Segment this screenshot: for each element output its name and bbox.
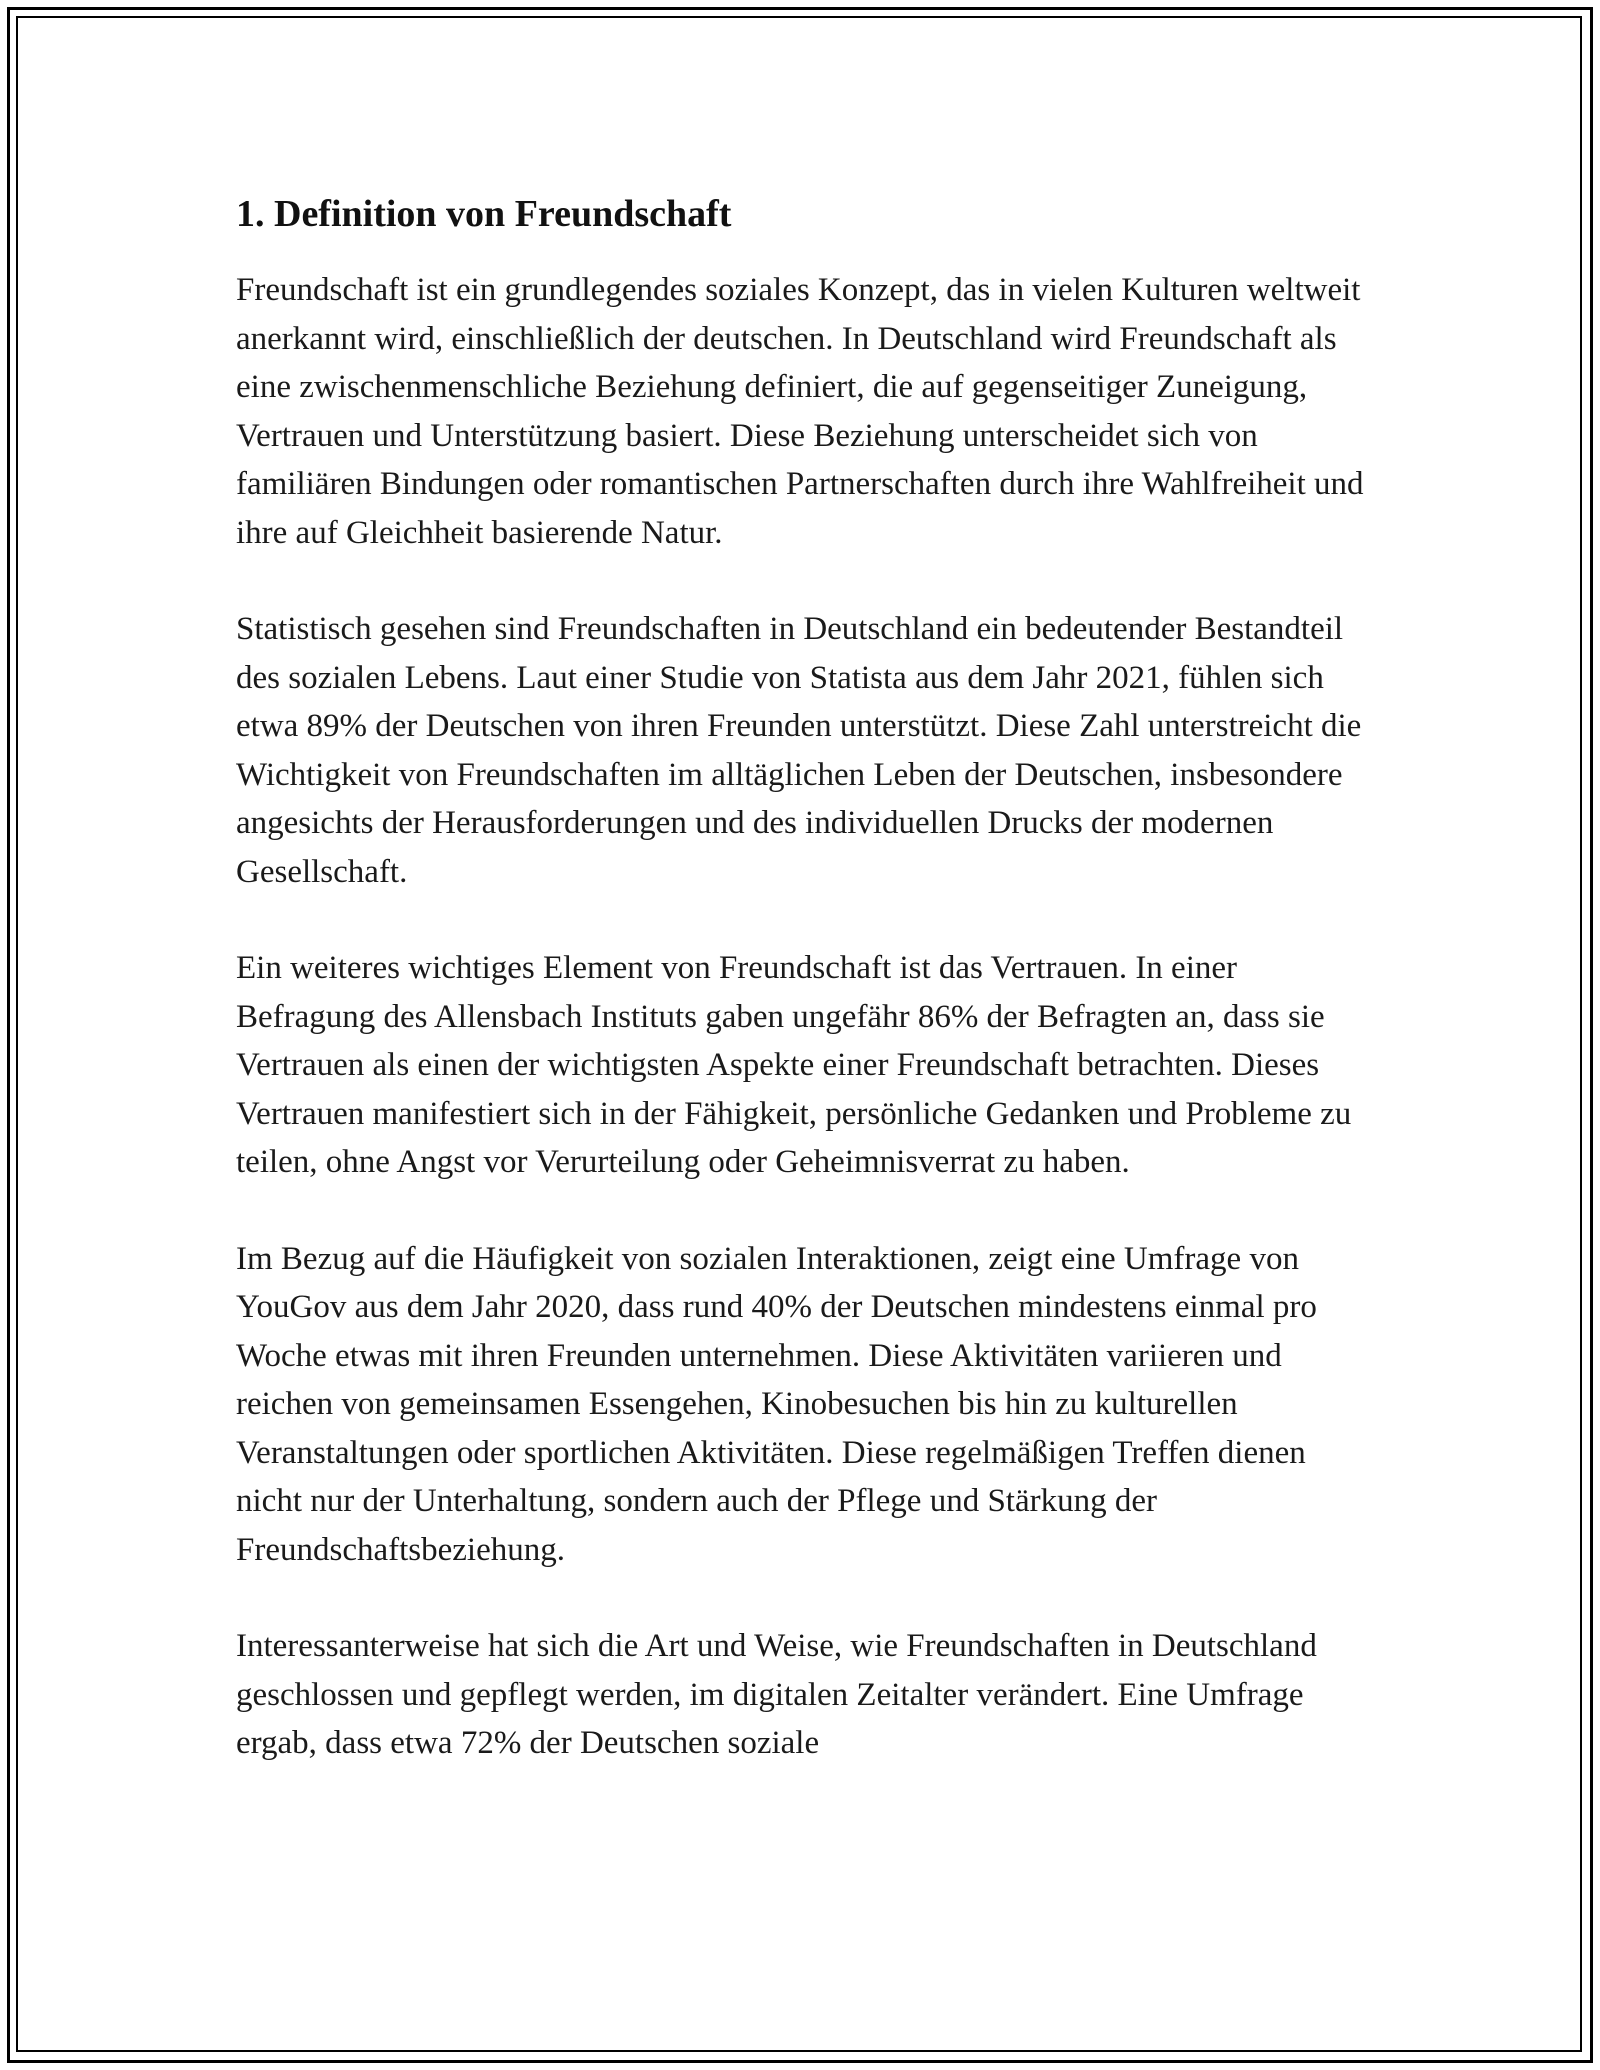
paragraph-trust: Ein weiteres wichtiges Element von Freundschaft ist das Vertrauen. In einer Befragung des Allensbach Instituts gaben ungefähr 86% der Befragten an, dass sie Vertrauen als einen der wichtigsten Aspekte einer Freundschaft betrachten. Dieses Vertrauen manifestiert sich in der Fähigkeit, persönliche Gedanken und Probleme zu teilen, ohne Angst vor Verurteilung oder Geheimnisverrat zu haben. [236,950,1352,1180]
paragraph-definition: Freundschaft ist ein grundlegendes soziales Konzept, das in vielen Kulturen weltweit anerkannt wird, einschließlich der deutschen. In Deutschland wird Freundschaft als eine zwischenmenschliche Beziehung definiert, die auf gegenseitiger Zuneigung, Vertrauen und Unterstützung basiert. Diese Beziehung unterscheidet sich von familiären Bindungen oder romantischen Partnerschaften durch ihre Wahlfreiheit und ihre auf Gleichheit basierende Natur. [236,272,1364,551]
section-heading: 1. Definition von Freundschaft [236,193,732,235]
paragraph-digital-age: Interessanterweise hat sich die Art und Weise, wie Freundschaften in Deutschland geschlossen und gepflegt werden, im digitalen Zeitalter verändert. Eine Umfrage ergab, dass etwa 72% der Deutschen soziale [236,1628,1317,1761]
paragraph-interactions: Im Bezug auf die Häufigkeit von sozialen Interaktionen, zeigt eine Umfrage von YouGov aus dem Jahr 2020, dass rund 40% der Deutschen mindestens einmal pro Woche etwas mit ihren Freunden unternehmen. Diese Aktivitäten variieren und reichen von gemeinsamen Essengehen, Kinobesuchen bis hin zu kulturellen Veranstaltungen oder sportlichen Aktivitäten. Diese regelmäßigen Treffen dienen nicht nur der Unterhaltung, sondern auch der Pflege und Stärkung der Freundschaftsbeziehung. [236,1240,1317,1568]
paragraph-statistics: Statistisch gesehen sind Freundschaften in Deutschland ein bedeutender Bestandteil des sozialen Lebens. Laut einer Studie von Statista aus dem Jahr 2021, fühlen sich etwa 89% der Deutschen von ihren Freunden unterstützt. Diese Zahl unterstreicht die Wichtigkeit von Freundschaften im alltäglichen Leben der Deutschen, insbesondere angesichts der Herausforderungen und des individuellen Drucks der modernen Gesellschaft. [236,611,1362,890]
document-body [236,186,1376,1816]
